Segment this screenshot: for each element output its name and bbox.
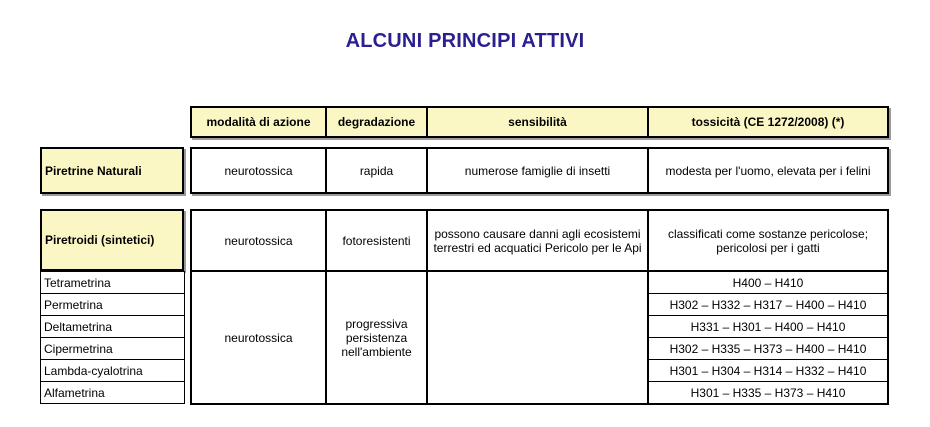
header-sensibilita (426, 106, 649, 138)
group-sensibilita (426, 270, 649, 405)
substance-name (40, 315, 185, 338)
group-modalita-text: neurotossica (224, 330, 293, 345)
group-degradazione (325, 270, 428, 405)
substance-hazard (647, 271, 889, 294)
piretroidi-degradazione-text: fotoresistenti (342, 233, 411, 248)
substance-name (40, 271, 185, 294)
piretroidi-tossicita-line2: pericolosi per i gatti (716, 240, 820, 255)
piretroidi-label: Piretroidi (sintetici) (45, 233, 155, 247)
header-modalita (190, 106, 327, 138)
piretroidi-degradazione (325, 209, 428, 272)
substance-hazard (647, 359, 889, 382)
row-label-piretroidi (40, 209, 184, 271)
page-title: ALCUNI PRINCIPI ATTIVI (345, 30, 585, 52)
header-tossicita-label: tossicità (CE 1272/2008) (*) (691, 115, 845, 129)
substance-hazard-text: H400 – H410 (732, 275, 804, 290)
header-tossicita (647, 106, 889, 138)
substance-hazard-text: H302 – H335 – H373 – H400 – H410 (669, 341, 867, 356)
substance-name-text: Alfametrina (44, 385, 105, 400)
piretroidi-tossicita (647, 209, 889, 272)
piretrine-tossicita-text: modesta per l'uomo, elevata per i felini (665, 163, 871, 178)
piretrine-modalita (190, 147, 327, 194)
header-sensibilita-label: sensibilità (508, 115, 567, 129)
piretroidi-sensibilita-line2: terrestri ed acquatici Pericolo per le Api (433, 240, 642, 255)
substance-name (40, 359, 185, 382)
substance-hazard (647, 381, 889, 405)
piretroidi-tossicita-line1: classificati come sostanze pericolose; (667, 226, 869, 241)
piretrine-sensibilita (426, 147, 649, 194)
substance-name-text: Deltametrina (44, 319, 113, 334)
piretrine-degradazione (325, 147, 428, 194)
piretroidi-sensibilita-line1: possono causare danni agli ecosistemi (434, 226, 641, 241)
substance-hazard-text: H301 – H335 – H373 – H410 (690, 385, 846, 400)
piretrine-modalita-text: neurotossica (224, 163, 293, 178)
piretrine-label: Piretrine Naturali (45, 163, 142, 178)
substance-hazard (647, 293, 889, 316)
substance-name-text: Tetrametrina (44, 275, 111, 290)
substance-hazard-text: H302 – H332 – H317 – H400 – H410 (669, 297, 867, 312)
header-degradazione (325, 106, 428, 138)
substance-name-text: Lambda-cyalotrina (44, 363, 143, 378)
substance-hazard (647, 337, 889, 360)
substance-name-text: Cipermetrina (44, 341, 113, 356)
group-degradazione-line1: progressiva (345, 316, 408, 331)
piretroidi-modalita-text: neurotossica (224, 233, 293, 248)
substance-name-text: Permetrina (44, 297, 103, 312)
substance-name (40, 337, 185, 360)
substance-name (40, 293, 185, 316)
piretroidi-modalita (190, 209, 327, 272)
group-modalita (190, 270, 327, 405)
substance-name (40, 381, 185, 404)
piretroidi-sensibilita (426, 209, 649, 272)
piretrine-tossicita (647, 147, 889, 194)
group-degradazione-line2: persistenza (345, 330, 408, 345)
substance-hazard (647, 315, 889, 338)
substance-hazard-text: H301 – H304 – H314 – H332 – H410 (669, 363, 867, 378)
piretrine-degradazione-text: rapida (359, 163, 394, 178)
header-modalita-label: modalità di azione (206, 115, 311, 129)
piretrine-sensibilita-text: numerose famiglie di insetti (464, 163, 611, 178)
substance-hazard-text: H331 – H301 – H400 – H410 (690, 319, 846, 334)
group-degradazione-line3: nell'ambiente (341, 344, 412, 359)
header-degradazione-label: degradazione (337, 115, 416, 129)
row-label-piretrine (40, 147, 184, 194)
